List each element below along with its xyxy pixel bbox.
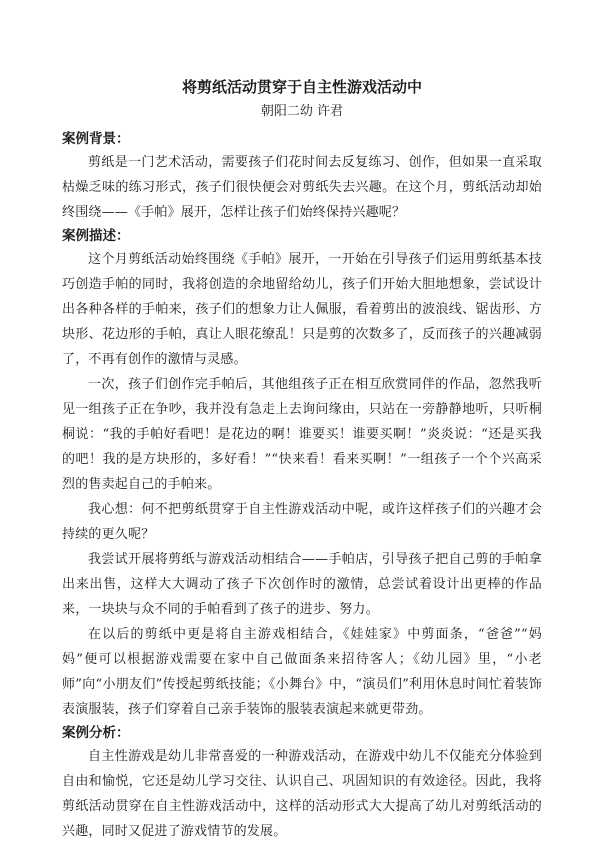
paragraph: 我尝试开展将剪纸与游戏活动相结合——手帕店，引导孩子把自己剪的手帕拿出来出售，这样大大调动了孩子下次创作时的激情，总尝试着设计出更棒的作品来，一块块与众不同的手帕看到了孩子的进步、努力。 [62, 552, 542, 617]
paragraph: 这个月剪纸活动始终围绕《手帕》展开，一开始在引导孩子们运用剪纸基本技巧创造手帕的同时，我将创造的余地留给幼儿，孩子们开始大胆地想象，尝试设计出各种各样的手帕来，孩子们的想象力让人佩服，看着剪出的波浪线、锯齿形、方块形、花边形的手帕，真让人眼花缭乱！只是剪的次数多了，反而孩子的兴趣减弱了，不再有创作的激情与灵感。 [62, 252, 542, 367]
paragraph: 一次，孩子们创作完手帕后，其他组孩子正在相互欣赏同伴的作品，忽然我听见一组孩子正在争吵，我并没有急走上去询问缘由，只站在一旁静静地听，只听桐桐说：“我的手帕好看吧！是花边的啊！谁要买！谁要买啊！”炎炎说：“还是买我的吧！我的是方块形的，多好看！”“快来看！看来买啊！”一组孩子一个个兴高采烈的售卖起自己的手帕来。 [62, 377, 542, 492]
paragraph: 剪纸是一门艺术活动，需要孩子们花时间去反复练习、创作，但如果一直采取枯燥乏味的练习形式，孩子们很快便会对剪纸失去兴趣。在这个月，剪纸活动却始终围绕——《手帕》展开，怎样让孩子们始终保持兴趣呢？ [62, 155, 542, 220]
paragraph: 自主性游戏是幼儿非常喜爱的一种游戏活动，在游戏中幼儿不仅能充分体验到自由和愉悦，它还是幼儿学习交往、认识自己、巩固知识的有效途径。因此，我将剪纸活动贯穿在自主性游戏活动中，这样的活动形式大大提高了幼儿对剪纸活动的兴趣，同时又促进了游戏情节的发展。 [62, 749, 542, 839]
paragraph: 在以后的剪纸中更是将自主游戏相结合，《娃娃家》中剪面条，“爸爸”“妈妈”便可以根据游戏需要在家中自己做面条来招待客人；《幼儿园》里，“小老师”向“小朋友们”传授起剪纸技能；《小舞台》中，“演员们”利用休息时间忙着装饰表演服装，孩子们穿着自己亲手装饰的服装表演起来就更带劲。 [62, 627, 542, 717]
section-background [62, 128, 542, 225]
section-analysis [62, 722, 542, 844]
section-heading: 案例背景： [62, 131, 130, 147]
section-description [62, 225, 542, 722]
section-heading: 案例描述： [62, 228, 130, 244]
document-author: 朝阳二幼 许君 [260, 104, 344, 119]
section-heading: 案例分析： [62, 725, 130, 741]
document-title: 将剪纸活动贯穿于自主性游戏活动中 [181, 78, 422, 96]
paragraph: 我心想：何不把剪纸贯穿于自主性游戏活动中呢，或许这样孩子们的兴趣才会持续的更久呢？ [62, 502, 542, 542]
